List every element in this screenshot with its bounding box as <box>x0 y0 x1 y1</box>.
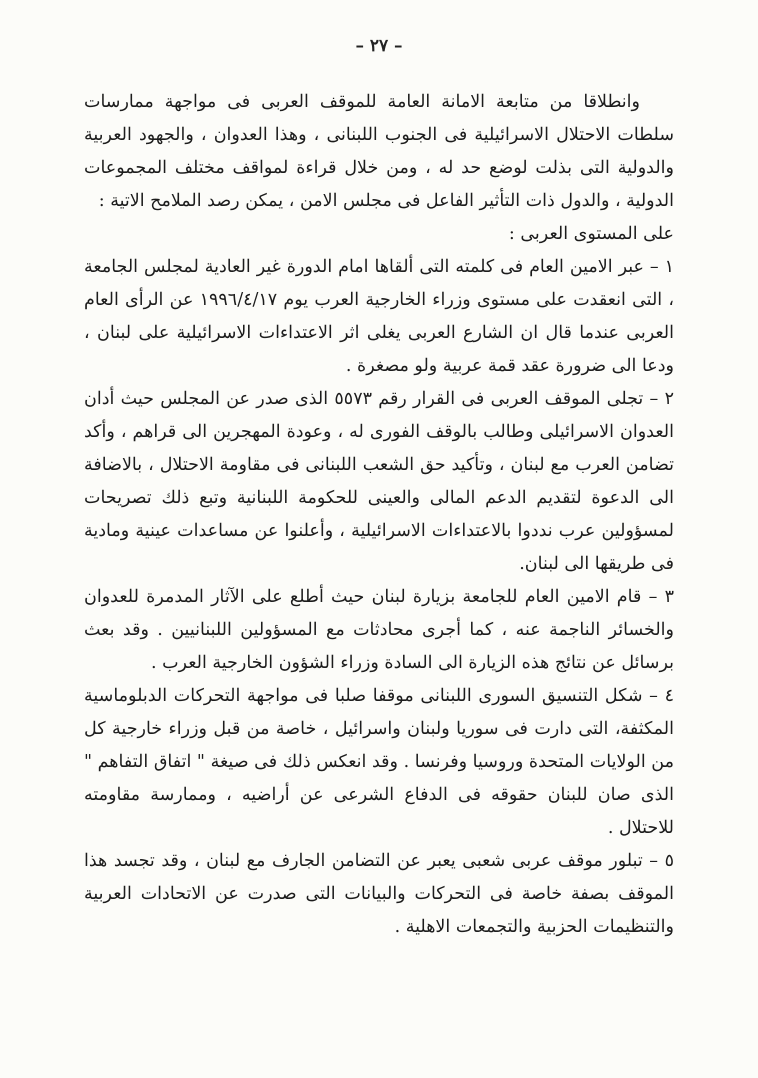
list-item-5: ٥ – تبلور موقف عربى شعبى يعبر عن التضامن الجارف مع لبنان ، وقد تجسد هذا الموقف بصفة خاصة فى التحركات والبيانات التى صدرت عن الاتحادات العربية والتنظيمات الحزبية والتجمعات الاهلية . <box>84 851 674 937</box>
intro-paragraph: وانطلاقا من متابعة الامانة العامة للموقف العربى فى مواجهة ممارسات سلطات الاحتلال الاسرائيلية فى الجنوب اللبنانى ، وهذا العدوان ، والجهود العربية والدولية التى بذلت لوضع حد له ، ومن خلال قراءة لمواقف مختلف المجموعات الدولية ، والدول ذات التأثير الفاعل فى مجلس الامن ، يمكن رصد الملامح الاتية : <box>84 92 674 211</box>
document-body <box>84 86 674 944</box>
section-heading: على المستوى العربى : <box>508 224 674 244</box>
list-item-4: ٤ – شكل التنسيق السورى اللبنانى موقفا صلبا فى مواجهة التحركات الدبلوماسية المكثفة، التى دارت فى سوريا ولبنان واسرائيل ، خاصة من قبل وزراء خارجية كل من الولايات المتحدة وروسيا وفرنسا . وقد انعكس ذلك فى صيغة " اتفاق التفاهم " الذى صان للبنان حقوقه فى الدفاع الشرعى عن أراضيه ، وممارسة مقاومته للاحتلال . <box>84 686 674 838</box>
list-item-2: ٢ – تجلى الموقف العربى فى القرار رقم ٥٥٧٣ الذى صدر عن المجلس حيث أدان العدوان الاسرائيلى وطالب بالوقف الفورى له ، وعودة المهجرين الى قراهم ، وأكد تضامن العرب مع لبنان ، وتأكيد حق الشعب اللبنانى فى مقاومة الاحتلال ، بالاضافة الى الدعوة لتقديم الدعم المالى والعينى للحكومة اللبنانية وتبع ذلك تصريحات لمسؤولين عرب نددوا بالاعتداءات الاسرائيلية ، وأعلنوا عن مساعدات عينية ومادية فى طريقها الى لبنان. <box>84 389 674 574</box>
list-item-3: ٣ – قام الامين العام للجامعة بزيارة لبنان حيث أطلع على الآثار المدمرة للعدوان والخسائر الناجمة عنه ، كما أجرى محادثات مع المسؤولين اللبنانيين . وقد بعث برسائل عن نتائج هذه الزيارة الى السادة وزراء الشؤون الخارجية العرب . <box>84 587 674 673</box>
page-number: – ٢٧ – <box>355 36 403 56</box>
list-item-1: ١ – عبر الامين العام فى كلمته التى ألقاها امام الدورة غير العادية لمجلس الجامعة ، التى انعقدت على مستوى وزراء الخارجية العرب يوم ١٩٩٦/٤/١٧ عن الرأى العام العربى عندما قال ان الشارع العربى يغلى اثر الاعتداءات الاسرائيلية على لبنان ، ودعا الى ضرورة عقد قمة عربية ولو مصغرة . <box>84 257 675 376</box>
